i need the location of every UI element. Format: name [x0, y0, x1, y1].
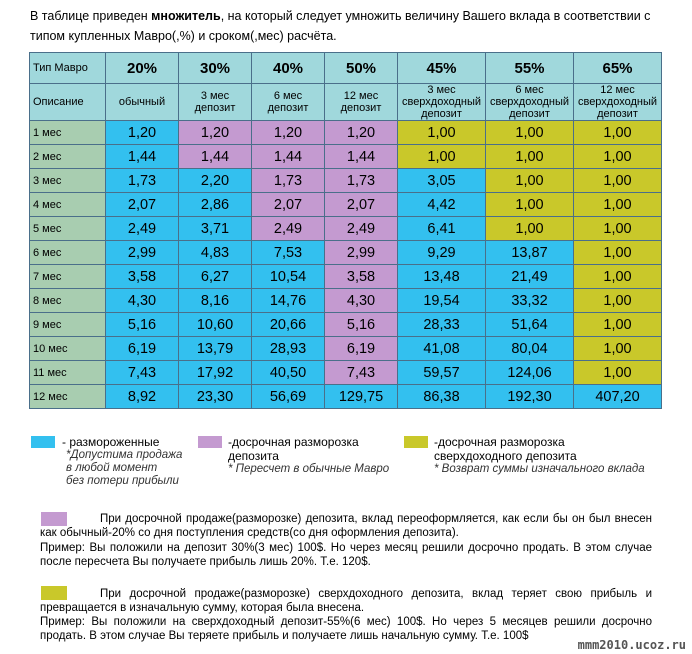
legend-yellow-note: * Возврат суммы изначального вклада [434, 463, 645, 475]
column-description-line: 6 мес [273, 90, 303, 102]
legend-purple-title-2: депозита [228, 449, 279, 463]
table-cell: 6,19 [106, 337, 179, 361]
column-description-line: депозит [267, 102, 309, 114]
column-description-line: депозит [194, 102, 236, 114]
table-cell: 1,00 [574, 313, 662, 337]
column-percent: 65% [574, 53, 662, 84]
row-label: 2 мес [30, 145, 106, 169]
table-cell: 1,00 [574, 265, 662, 289]
column-percent: 20% [106, 53, 179, 84]
table-cell: 1,73 [106, 169, 179, 193]
legend-purple-title-1: -досрочная разморозка [228, 435, 359, 449]
column-description-line: 12 мес [343, 90, 379, 102]
table-cell: 1,00 [486, 217, 574, 241]
row-label: 5 мес [30, 217, 106, 241]
multiplier-table [29, 52, 662, 409]
table-cell: 17,92 [179, 361, 252, 385]
row-label: 4 мес [30, 193, 106, 217]
table-cell: 1,73 [325, 169, 398, 193]
column-description-line: 12 мес [600, 84, 635, 96]
column-description-line: 3 мес [200, 90, 230, 102]
table-cell: 1,00 [486, 169, 574, 193]
table-cell: 7,43 [106, 361, 179, 385]
table-cell: 3,58 [325, 265, 398, 289]
table-cell: 6,41 [398, 217, 486, 241]
column-description [179, 84, 252, 121]
table-cell: 4,42 [398, 193, 486, 217]
table-cell: 21,49 [486, 265, 574, 289]
table-cell: 3,71 [179, 217, 252, 241]
table-row [30, 361, 662, 385]
table-cell: 1,00 [486, 193, 574, 217]
row-label: 3 мес [30, 169, 106, 193]
table-cell: 2,20 [179, 169, 252, 193]
table-cell: 2,07 [106, 193, 179, 217]
table-row [30, 145, 662, 169]
table-cell: 33,32 [486, 289, 574, 313]
table-cell: 8,16 [179, 289, 252, 313]
table-cell: 3,58 [106, 265, 179, 289]
table-cell: 2,49 [325, 217, 398, 241]
table-cell: 40,50 [252, 361, 325, 385]
table-cell: 6,19 [325, 337, 398, 361]
legend-cyan-note-3: без потери прибыли [66, 475, 179, 487]
column-percent: 50% [325, 53, 398, 84]
table-cell: 2,49 [106, 217, 179, 241]
table-cell: 1,00 [574, 169, 662, 193]
table-cell: 1,00 [398, 145, 486, 169]
table-cell: 13,87 [486, 241, 574, 265]
table-cell: 2,99 [325, 241, 398, 265]
table-cell: 129,75 [325, 385, 398, 409]
column-description-line: депозит [421, 108, 462, 120]
legend-yellow-title-1: -досрочная разморозка [434, 435, 565, 449]
table-cell: 23,30 [179, 385, 252, 409]
table-cell: 1,00 [574, 289, 662, 313]
legend-cyan-note-1: *Допустима продажа [66, 449, 183, 461]
table-cell: 1,44 [106, 145, 179, 169]
table-cell: 19,54 [398, 289, 486, 313]
watermark: mmm2010.ucoz.ru [577, 638, 686, 652]
row-label: 7 мес [30, 265, 106, 289]
table-row [30, 193, 662, 217]
column-description [106, 84, 179, 121]
legend-swatch-cyan [31, 436, 55, 448]
table-cell: 1,00 [398, 121, 486, 145]
column-description-line: депозит [509, 108, 550, 120]
table-cell: 1,00 [574, 145, 662, 169]
table-cell: 2,86 [179, 193, 252, 217]
column-description-line: обычный [118, 96, 166, 108]
table-cell: 4,30 [325, 289, 398, 313]
table-row [30, 121, 662, 145]
para1-example-text: Пример: Вы положили на депозит 30%(3 мес) 100$. Но через месяц решили досрочно продать. В этом случае после пересчета Вы получаете прибыль лишь 20%. Т.е. 120$. [40, 542, 652, 568]
table-cell: 2,49 [252, 217, 325, 241]
table-cell: 59,57 [398, 361, 486, 385]
table-row [30, 241, 662, 265]
table-cell: 13,79 [179, 337, 252, 361]
column-description [252, 84, 325, 121]
table-cell: 51,64 [486, 313, 574, 337]
table-cell: 2,07 [325, 193, 398, 217]
intro-post: , на который следует умножить величину Вашего вклада в соответствии с типом купленных Мавро(,%) и сроком(,мес) расчёта. [30, 9, 651, 43]
table-cell: 10,54 [252, 265, 325, 289]
table-cell: 1,00 [574, 217, 662, 241]
table-cell: 1,00 [574, 337, 662, 361]
table-cell: 56,69 [252, 385, 325, 409]
row-label: 10 мес [30, 337, 106, 361]
table-row [30, 337, 662, 361]
para1-text: При досрочной продаже(разморозке) депозита, вклад переоформляется, как если бы он был внесен как обычный-20% со дня поступления средств(со дня оформления депозита). [40, 513, 652, 539]
column-description-line: депозит [340, 102, 382, 114]
legend-cyan-title: - размороженные [62, 435, 160, 449]
table-cell: 2,07 [252, 193, 325, 217]
row-label: 6 мес [30, 241, 106, 265]
table-cell: 1,00 [574, 193, 662, 217]
table-cell: 5,16 [106, 313, 179, 337]
legend-swatch-purple [198, 436, 222, 448]
para2-example [40, 615, 652, 643]
table-cell: 407,20 [574, 385, 662, 409]
table-cell: 3,05 [398, 169, 486, 193]
intro-pre: В таблице приведен [30, 9, 152, 23]
table-cell: 6,27 [179, 265, 252, 289]
table-cell: 1,44 [179, 145, 252, 169]
table-cell: 1,20 [179, 121, 252, 145]
column-percent: 55% [486, 53, 574, 84]
column-description-line: сверхдоходный [401, 96, 482, 108]
table-cell: 80,04 [486, 337, 574, 361]
table-row [30, 313, 662, 337]
table-row [30, 385, 662, 409]
table-cell: 28,93 [252, 337, 325, 361]
row-label: 9 мес [30, 313, 106, 337]
column-description-line: 3 мес [427, 84, 456, 96]
header-row [30, 53, 662, 84]
description-row [30, 84, 662, 121]
table-cell: 2,99 [106, 241, 179, 265]
column-description-line: сверхдоходный [577, 96, 658, 108]
table-cell: 192,30 [486, 385, 574, 409]
legend-cyan-note-2: в любой момент [66, 462, 158, 474]
column-description [398, 84, 486, 121]
table-cell: 14,76 [252, 289, 325, 313]
table-cell: 1,00 [486, 121, 574, 145]
row-label: 1 мес [30, 121, 106, 145]
para2-text: При досрочной продаже(разморозке) сверхдоходного депозита, вклад теряет свою прибыль и превращается в изначальную сумму, которая была внесена. [40, 588, 652, 614]
table-cell: 20,66 [252, 313, 325, 337]
table-cell: 1,00 [574, 121, 662, 145]
table-cell: 1,20 [252, 121, 325, 145]
column-percent: 45% [398, 53, 486, 84]
para2 [40, 587, 652, 615]
table-cell: 8,92 [106, 385, 179, 409]
table-cell: 1,20 [106, 121, 179, 145]
row-label: 11 мес [30, 361, 106, 385]
legend-swatch-yellow [404, 436, 428, 448]
table-cell: 1,44 [325, 145, 398, 169]
table-cell: 86,38 [398, 385, 486, 409]
legend-purple-note: * Пересчет в обычные Мавро [228, 463, 390, 475]
intro-bold: множитель [151, 9, 221, 23]
table-cell: 7,43 [325, 361, 398, 385]
table-cell: 10,60 [179, 313, 252, 337]
column-description-line: депозит [597, 108, 638, 120]
row-label: 8 мес [30, 289, 106, 313]
table-cell: 41,08 [398, 337, 486, 361]
column-percent: 40% [252, 53, 325, 84]
row-label: 12 мес [30, 385, 106, 409]
column-description [325, 84, 398, 121]
type-label: Тип Мавро [30, 53, 106, 84]
legend-purple [228, 435, 389, 476]
table-row [30, 217, 662, 241]
table-cell: 28,33 [398, 313, 486, 337]
table-cell: 4,30 [106, 289, 179, 313]
table-row [30, 169, 662, 193]
table-cell: 7,53 [252, 241, 325, 265]
table-cell: 1,00 [574, 241, 662, 265]
column-description [486, 84, 574, 121]
legend-cyan [62, 435, 182, 488]
legend-yellow-title-2: сверхдоходного депозита [434, 449, 577, 463]
table-cell: 5,16 [325, 313, 398, 337]
column-description-line: сверхдоходный [489, 96, 570, 108]
column-description-line: 6 мес [515, 84, 544, 96]
table-cell: 13,48 [398, 265, 486, 289]
table-row [30, 289, 662, 313]
para1-example [40, 541, 652, 569]
description-label: Описание [30, 84, 106, 121]
table-row [30, 265, 662, 289]
table-cell: 1,20 [325, 121, 398, 145]
table-cell: 4,83 [179, 241, 252, 265]
column-description [574, 84, 662, 121]
table-cell: 1,73 [252, 169, 325, 193]
table-cell: 1,44 [252, 145, 325, 169]
table-cell: 124,06 [486, 361, 574, 385]
table-cell: 1,00 [486, 145, 574, 169]
table-cell: 1,00 [574, 361, 662, 385]
para1 [40, 512, 652, 540]
table-cell: 9,29 [398, 241, 486, 265]
intro-text [30, 6, 680, 46]
para2-example-text: Пример: Вы положили на сверхдоходный депозит-55%(6 мес) 100$. Но через 5 месяцев решили досрочно продать. В этом случае Вы теряете прибыль и получаете лишь начальную сумму. Т.е. 100$ [40, 616, 652, 642]
legend-yellow [434, 435, 645, 476]
column-percent: 30% [179, 53, 252, 84]
